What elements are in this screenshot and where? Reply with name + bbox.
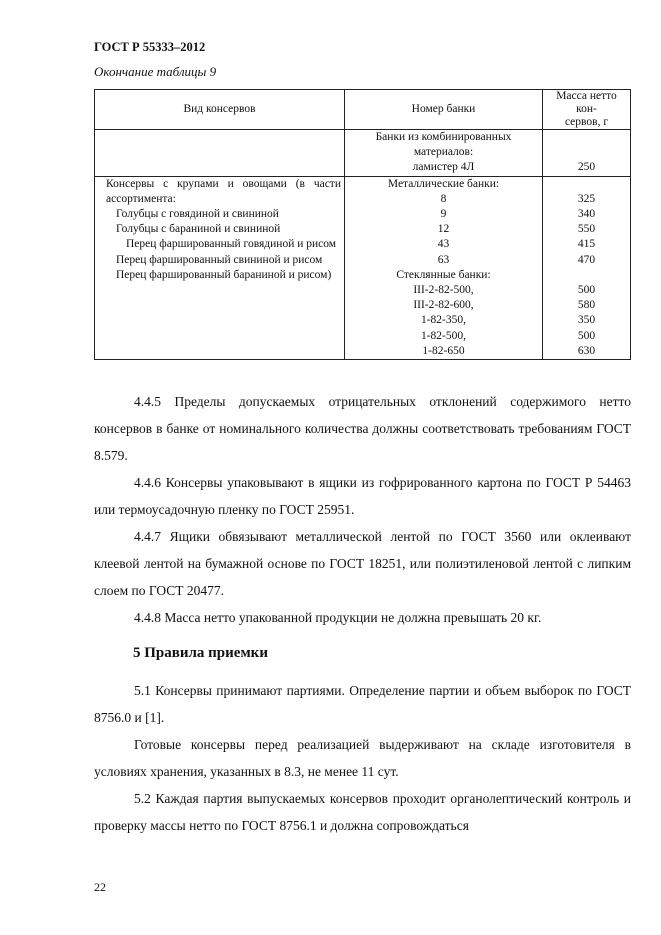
cell-line [546, 268, 627, 283]
cell-line: 630 [577, 344, 596, 357]
cell-line: ламистер 4Л [412, 161, 475, 174]
table-cell [95, 176, 345, 359]
table-row [95, 176, 631, 359]
header-cell-can-number: Номер банки [345, 90, 543, 130]
cell-line: Стеклянные банки: [396, 268, 491, 281]
paragraph-4-4-6: 4.4.6 Консервы упаковывают в ящики из гофрированного картона по ГОСТ Р 54463 или термоусадочную пленку по ГОСТ 25951. [94, 475, 631, 517]
cell-line: Банки из комбинированных [375, 131, 512, 143]
cell-line: 43 [437, 238, 450, 251]
header-cell-net-mass: Масса нетто кон- сервов, г [543, 90, 631, 130]
cell-line: III-2-82-500, [413, 284, 474, 297]
paragraph-5-1: 5.1 Консервы принимают партиями. Определение партии и объем выборок по ГОСТ 8756.0 и [1]. [94, 683, 631, 725]
cell-line: Голубцы с говядиной и свининой [116, 208, 279, 221]
table-cell [345, 176, 543, 359]
cell-line: 8 [440, 192, 447, 205]
cell-line: Перец фаршированный говядиной и рисом [126, 238, 337, 251]
cell-line: 350 [577, 314, 596, 327]
paragraph-4-4-8: 4.4.8 Масса нетто упакованной продукции не должна превышать 20 кг. [134, 610, 542, 625]
header-cell-type: Вид консервов [95, 90, 345, 130]
cell-line: 250 [577, 161, 596, 174]
table-cell [543, 130, 631, 177]
cell-line: 500 [577, 329, 596, 342]
cell-line: 1-82-500, [420, 329, 467, 342]
paragraph-4-4-5: 4.4.5 Пределы допускаемых отрицательных отклонений содержимого нетто консервов в банке от номинального количества должны соответствовать требованиям ГОСТ 8.579. [94, 394, 631, 463]
cell-line: 500 [577, 284, 596, 297]
cell-line: Металлические банки: [387, 177, 500, 190]
cell-line: Перец фаршированный свининой и рисом [116, 253, 323, 266]
table-cell [95, 130, 345, 177]
cell-line: 470 [577, 253, 596, 266]
cell-line: 63 [437, 253, 450, 266]
paragraph-storage: Готовые консервы перед реализацией выдерживают на складе изготовителя в условиях хранения, указанных в 8.3, не менее 11 сут. [94, 737, 631, 779]
data-table [94, 89, 631, 360]
cell-line: 340 [577, 208, 596, 221]
cell-line: 12 [437, 223, 450, 236]
cell-line: Перец фаршированный бараниной и рисом) [116, 268, 332, 281]
cell-line [546, 130, 627, 145]
document-header: ГОСТ Р 55333–2012 [94, 40, 206, 54]
section-heading: 5 Правила приемки [133, 645, 268, 661]
table-header-row [95, 90, 631, 130]
cell-line: III-2-82-600, [413, 299, 474, 312]
cell-line: материалов: [413, 146, 474, 159]
table-cell [345, 130, 543, 177]
cell-line: 1-82-350, [420, 314, 467, 327]
cell-line [546, 145, 627, 160]
cell-line: 550 [577, 223, 596, 236]
table-row [95, 130, 631, 177]
cell-line: 9 [440, 208, 447, 221]
cell-line: 415 [577, 238, 596, 251]
cell-line: Консервы с крупами и овощами (в части ассортимента: [106, 177, 341, 205]
cell-line: 1-82-650 [422, 344, 465, 357]
cell-line: 580 [577, 299, 596, 312]
paragraph-4-4-7: 4.4.7 Ящики обвязывают металлической лентой по ГОСТ 3560 или оклеивают клеевой лентой на бумажной основе по ГОСТ 18251, или полиэтиленовой лентой с липким слоем по ГОСТ 20477. [94, 529, 631, 598]
paragraph-5-2: 5.2 Каждая партия выпускаемых консервов проходит органолептический контроль и проверку массы нетто по ГОСТ 8756.1 и должна сопровождаться [94, 791, 631, 833]
cell-line: 325 [577, 192, 596, 205]
table-cell [543, 176, 631, 359]
page-number: 22 [94, 880, 106, 894]
cell-line: Голубцы с бараниной и свининой [116, 223, 281, 236]
table-caption: Окончание таблицы 9 [94, 64, 217, 79]
cell-line [546, 177, 627, 192]
